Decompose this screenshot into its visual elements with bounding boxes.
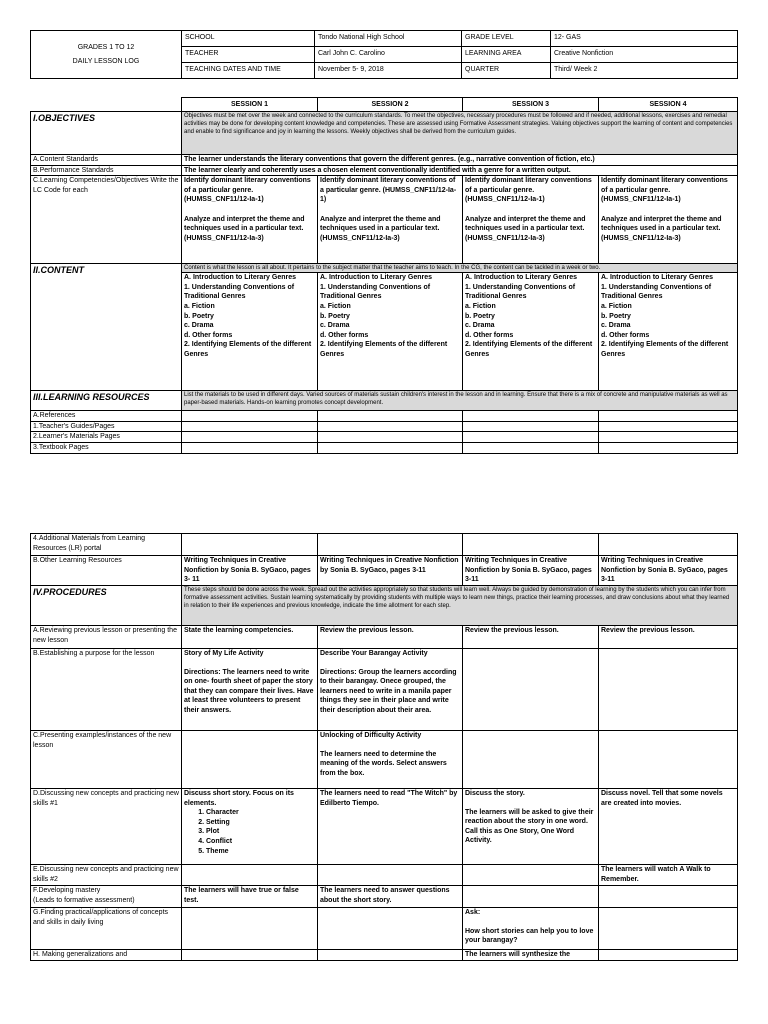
other-resources-session-4: Writing Techniques in Creative Nonfiction by Sonia B. SyGaco, pages 3-11 <box>599 556 738 586</box>
dates-value: November 5- 9, 2018 <box>315 63 462 79</box>
session-1-header: SESSION 1 <box>182 98 318 112</box>
references-label: A.References <box>31 411 182 422</box>
log-title <box>31 31 182 79</box>
competency-session-4: Identify dominant literary conventions of a particular genre. (HUMSS_CNF11/12-Ia-1) Analyze and interpret the theme and techniques used in a particular text. (HUMSS_CNF11/12-Ia-3) <box>599 176 738 264</box>
procedure-d-label: D.Discussing new concepts and practicing new skills #1 <box>31 789 182 865</box>
procedures-heading: IV.PROCEDURES <box>31 586 182 626</box>
performance-standards-label: B.Performance Standards <box>31 165 182 176</box>
competency-session-2: Identify dominant literary conventions of a particular genre. (HUMSS_CNF11/12-Ia-1) Analyze and interpret the theme and techniques used in a particular text. (HUMSS_CNF11/12-Ia-3) <box>318 176 463 264</box>
competency-session-3: Identify dominant literary conventions of a particular genre. (HUMSS_CNF11/12-Ia-1) Analyze and interpret the theme and techniques used in a particular text. (HUMSS_CNF11/12-Ia-3) <box>463 176 599 264</box>
procedure-c-label: C.Presenting examples/instances of the new lesson <box>31 731 182 789</box>
short-story-intro: Discuss short story. Focus on its elements. <box>184 790 294 807</box>
session-2-header: SESSION 2 <box>318 98 463 112</box>
one-story-one-word-text: The learners will be asked to give their reaction about the story in one word. Call this as One Story, One Word Activity. <box>465 808 594 845</box>
procedure-c-session-2 <box>318 731 463 789</box>
procedure-d-session-3 <box>463 789 599 865</box>
dates-label: TEACHING DATES AND TIME <box>182 63 315 79</box>
list-item: 1. Character <box>206 808 315 818</box>
teacher-label: TEACHER <box>182 47 315 63</box>
quarter-label: QUARTER <box>462 63 551 79</box>
ask-label: Ask: <box>465 909 481 916</box>
other-resources-label: B.Other Learning Resources <box>31 556 182 586</box>
session-3-header: SESSION 3 <box>463 98 599 112</box>
procedure-d-session-2: The learners need to read "The Witch" by Edilberto Tiempo. <box>318 789 463 865</box>
procedure-g-label: G.Finding practical/applications of concepts and skills in daily living <box>31 908 182 950</box>
header-table <box>30 30 738 79</box>
quarter-value: Third/ Week 2 <box>551 63 738 79</box>
unlocking-difficulty-title: Unlocking of Difficulty Activity <box>320 732 422 739</box>
unlocking-difficulty-body: The learners need to determine the meaning of the words. Select answers from the box. <box>320 750 447 777</box>
area-label: LEARNING AREA <box>462 47 551 63</box>
list-item: 3. Plot <box>206 827 315 837</box>
additional-materials-label: 4.Additional Materials from Learning Resources (LR) portal <box>31 534 182 556</box>
competency-session-1: Identify dominant literary conventions of a particular genre. (HUMSS_CNF11/12-Ia-1) Analyze and interpret the theme and techniques used in a particular text. (HUMSS_CNF11/12-Ia-3) <box>182 176 318 264</box>
procedure-a-session-1: State the learning competencies. <box>182 626 318 649</box>
content-session-3: A. Introduction to Literary Genres 1. Understanding Conventions of Traditional Genres a. Fiction b. Poetry c. Drama d. Other forms 2. Identifying Elements of the different Genres <box>463 273 599 391</box>
title-line-1: GRADES 1 TO 12 <box>77 43 135 51</box>
procedure-a-session-2: Review the previous lesson. <box>318 626 463 649</box>
lesson-table-page-2 <box>30 533 738 961</box>
objectives-heading: I.OBJECTIVES <box>31 112 182 155</box>
story-elements-list <box>184 808 315 856</box>
list-item: 5. Theme <box>206 847 315 857</box>
competencies-label: C.Learning Competencies/Objectives Write the LC Code for each <box>31 176 182 264</box>
procedure-d-session-4: Discuss novel. Tell that some novels are created into movies. <box>599 789 738 865</box>
procedure-e-label: E.Discussing new concepts and practicing new skills #2 <box>31 865 182 886</box>
procedures-note: These steps should be done across the week. Spread out the activities appropriately so that students will learn well. Always be guided by demonstration of learning by the students which you can infer from formative assessment activities. Sustain learning systematically by providing students with multiple ways to learn new things, practice their learning processes, and draw conclusions about what they learned in relation to their life experiences and previous knowledge, indicate the time allotment for each step. <box>182 586 738 626</box>
procedure-h-session-3: The learners will synthesize the <box>463 950 599 961</box>
procedure-a-session-4: Review the previous lesson. <box>599 626 738 649</box>
area-value: Creative Nonfiction <box>551 47 738 63</box>
procedure-b-session-1 <box>182 649 318 731</box>
procedure-e-session-4: The learners will watch A Walk to Remember. <box>599 865 738 886</box>
content-session-1: A. Introduction to Literary Genres 1. Understanding Conventions of Traditional Genres a. Fiction b. Poetry c. Drama d. Other forms 2. Identifying Elements of the different Genres <box>182 273 318 391</box>
learners-materials-label: 2.Learner's Materials Pages <box>31 432 182 443</box>
content-note: Content is what the lesson is all about. It pertains to the subject matter that the teacher aims to teach. In the CG, the content can be tackled in a week or two. <box>182 264 738 273</box>
describe-barangay-title: Describe Your Barangay Activity <box>320 650 428 657</box>
list-item: 2. Setting <box>206 818 315 828</box>
ask-question: How short stories can help you to love your barangay? <box>465 927 594 945</box>
procedure-g-session-3 <box>463 908 599 950</box>
other-resources-session-3: Writing Techniques in Creative Nonfiction by Sonia B. SyGaco, pages 3-11 <box>463 556 599 586</box>
procedure-b-session-2 <box>318 649 463 731</box>
story-of-my-life-directions: Directions: The learners need to write on one- fourth sheet of paper the story that they can compare their lives. Have at least three volunteers to present their answers. <box>184 668 314 714</box>
performance-standards-text: The learner clearly and coherently uses a chosen element conventionally identified with a genre for a written output. <box>182 165 738 176</box>
discuss-story-text: Discuss the story. <box>465 790 525 797</box>
procedure-d-session-1 <box>182 789 318 865</box>
grade-value: 12- GAS <box>551 31 738 47</box>
describe-barangay-directions: Directions: Group the learners according to their barangay. Onece grouped, the learners need to write in a manila paper things they see in their place and write their description about their area. <box>320 668 457 714</box>
procedure-a-session-3: Review the previous lesson. <box>463 626 599 649</box>
procedure-f-session-1: The learners will have true or false test. <box>182 886 318 908</box>
objectives-note: Objectives must be met over the week and connected to the curriculum standards. To meet the objectives, necessary procedures must be followed and if needed, additional lessons, exercises and remedial activities may be done for developing content knowledge and competencies. These are assessed using Formative Assessment strategies. Valuing objectives support the learning of content and competencies and enable to find significance and joy in learning the lessons. Weekly objectives shall be derived from the curriculum guides. <box>182 112 738 155</box>
teacher-value: Carl John C. Carolino <box>315 47 462 63</box>
other-resources-session-2: Writing Techniques in Creative Nonfiction by Sonia B. SyGaco, pages 3-11 <box>318 556 463 586</box>
content-standards-text: The learner understands the literary conventions that govern the different genres. (e.g., narrative convention of fiction, etc.) <box>182 155 738 166</box>
list-item: 4. Conflict <box>206 837 315 847</box>
teachers-guide-label: 1.Teacher's Guides/Pages <box>31 421 182 432</box>
other-resources-session-1: Writing Techniques in Creative Nonfiction by Sonia B. SyGaco, pages 3- 11 <box>182 556 318 586</box>
content-heading: II.CONTENT <box>31 264 182 391</box>
school-label: SCHOOL <box>182 31 315 47</box>
procedure-f-session-2: The learners need to answer questions about the short story. <box>318 886 463 908</box>
content-session-2: A. Introduction to Literary Genres 1. Understanding Conventions of Traditional Genres a. Fiction b. Poetry c. Drama d. Other forms 2. Identifying Elements of the different Genres <box>318 273 463 391</box>
textbook-pages-label: 3.Textbook Pages <box>31 442 182 453</box>
school-value: Tondo National High School <box>315 31 462 47</box>
procedure-a-label: A.Reviewing previous lesson or presenting the new lesson <box>31 626 182 649</box>
grade-label: GRADE LEVEL <box>462 31 551 47</box>
content-session-4: A. Introduction to Literary Genres 1. Understanding Conventions of Traditional Genres a. Fiction b. Poetry c. Drama d. Other forms 2. Identifying Elements of the different Genres <box>599 273 738 391</box>
procedure-h-label: H. Making generalizations and <box>31 950 182 961</box>
content-standards-label: A.Content Standards <box>31 155 182 166</box>
title-line-2: DAILY LESSON LOG <box>72 57 140 65</box>
session-4-header: SESSION 4 <box>599 98 738 112</box>
procedure-f-label: F.Developing mastery (Leads to formative assessment) <box>31 886 182 908</box>
resources-note: List the materials to be used in different days. Varied sources of materials sustain children's interest in the lesson and in learning. Ensure that there is a mix of concrete and manipulative materials as well as paper-based materials. Hands-on learning promotes concept development. <box>182 391 738 411</box>
procedure-b-label: B.Establishing a purpose for the lesson <box>31 649 182 731</box>
resources-heading: III.LEARNING RESOURCES <box>31 391 182 411</box>
story-of-my-life-title: Story of My Life Activity <box>184 650 264 657</box>
lesson-table-page-1 <box>30 97 738 454</box>
